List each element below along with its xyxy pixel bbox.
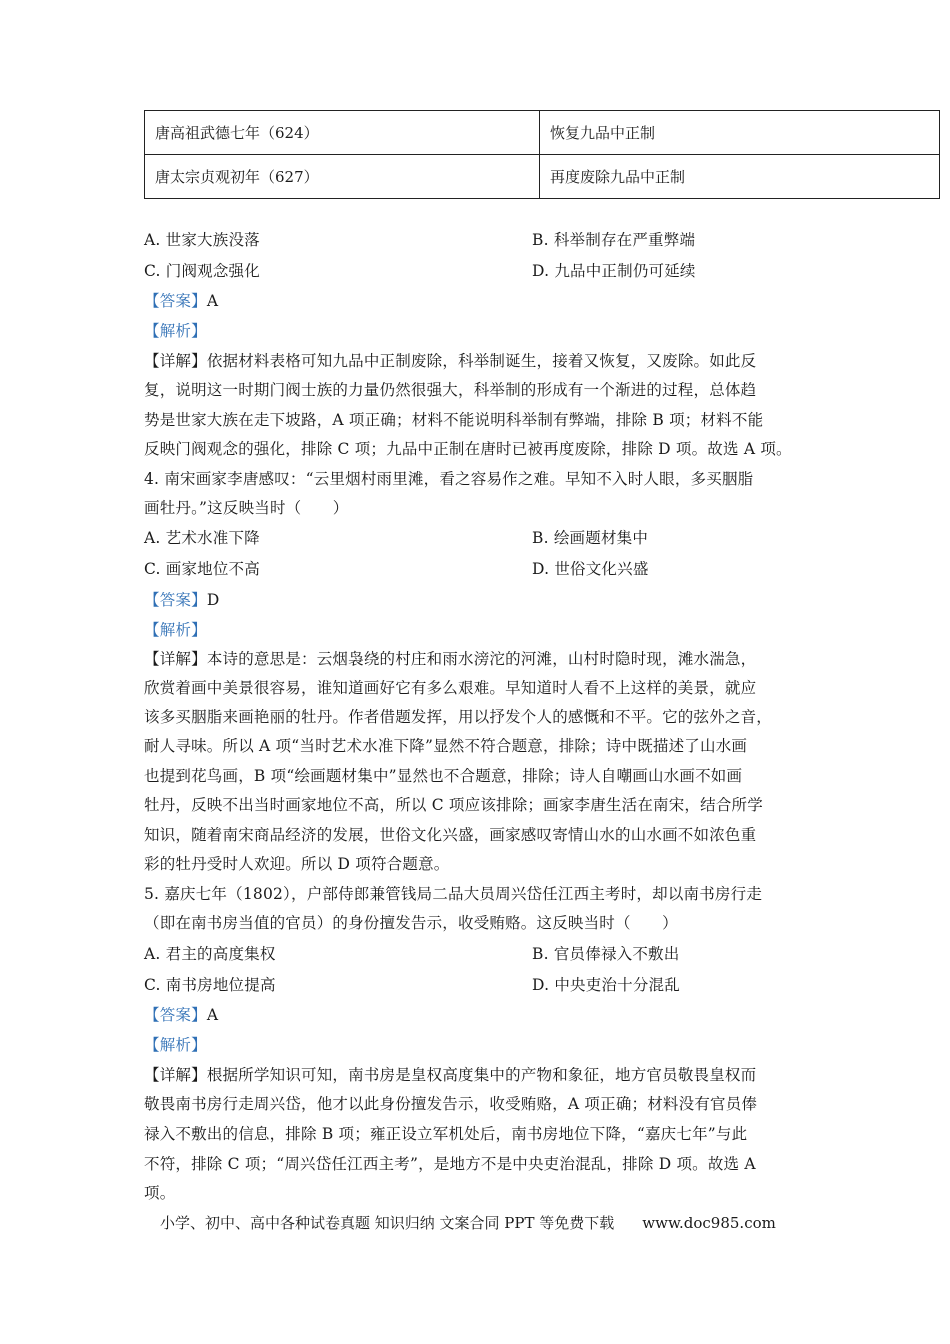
detail-line: 项。 — [144, 1184, 176, 1202]
analysis-tag: 【解析】 — [144, 1036, 207, 1054]
answer-tag: 【答案】 — [144, 292, 207, 310]
table-cell: 唐太宗贞观初年（627） — [145, 155, 540, 199]
detail-tag: 【详解】 — [144, 1066, 207, 1084]
detail-line: 知识，随着南宋商品经济的发展，世俗文化兴盛，画家感叹寄情山水的山水画不如浓色重 — [144, 826, 757, 844]
answer-line — [144, 291, 218, 311]
option-c: C. 画家地位不高 — [144, 560, 260, 578]
answer-line — [144, 590, 219, 610]
answer-value: A — [206, 292, 219, 310]
analysis-tag: 【解析】 — [144, 621, 207, 639]
answer-tag: 【答案】 — [144, 1006, 207, 1024]
answer-value: D — [206, 591, 220, 609]
detail-line: 彩的牡丹受时人欢迎。所以 D 项符合题意。 — [144, 855, 450, 873]
detail-line: 禄入不敷出的信息，排除 B 项；雍正设立军机处后，南书房地位下降，“嘉庆七年”与此 — [144, 1125, 748, 1143]
footer-text: 小学、初中、高中各种试卷真题 知识归纳 文案合同 PPT 等免费下载 — [160, 1214, 615, 1232]
option-d: D. 中央吏治十分混乱 — [532, 976, 680, 994]
answer-tag: 【答案】 — [144, 591, 207, 609]
option-b: B. 科举制存在严重弊端 — [532, 231, 696, 249]
table-cell: 再度废除九品中正制 — [540, 155, 940, 199]
detail-line: 该多买胭脂来画艳丽的牡丹。作者借题发挥，用以抒发个人的感慨和不平。它的弦外之音， — [144, 708, 773, 726]
option-a: A. 世家大族没落 — [144, 231, 260, 249]
option-a: A. 艺术水准下降 — [144, 529, 260, 547]
detail-line: 也提到花鸟画，B 项“绘画题材集中”显然也不合题意，排除；诗人自嘲画山水画不如画 — [144, 767, 743, 785]
option-d: D. 世俗文化兴盛 — [532, 560, 649, 578]
option-b: B. 官员俸禄入不敷出 — [532, 945, 680, 963]
question-stem: 5. 嘉庆七年（1802），户部侍郎兼管钱局二品大员周兴岱任江西主考时，却以南书房行走 — [144, 885, 763, 903]
question-stem: 画牡丹。”这反映当时（ ） — [144, 499, 349, 517]
table-row — [145, 111, 940, 155]
page-footer — [160, 1213, 776, 1233]
option-a: A. 君主的高度集权 — [144, 945, 276, 963]
detail-line: 【详解】本诗的意思是：云烟袅绕的村庄和雨水滂沱的河滩，山村时隐时现，滩水湍急， — [144, 650, 757, 668]
detail-line: 耐人寻味。所以 A 项“当时艺术水准下降”显然不符合题意，排除；诗中既描述了山水画 — [144, 737, 748, 755]
option-d: D. 九品中正制仍可延续 — [532, 262, 696, 280]
detail-line: 【详解】根据所学知识可知，南书房是皇权高度集中的产物和象征，地方官员敬畏皇权而 — [144, 1066, 757, 1084]
detail-tag: 【详解】 — [144, 650, 207, 668]
table-cell: 恢复九品中正制 — [540, 111, 940, 155]
option-c: C. 南书房地位提高 — [144, 976, 276, 994]
detail-line: 不符，排除 C 项；“周兴岱任江西主考”，是地方不是中央吏治混乱，排除 D 项。故选 A — [144, 1155, 756, 1173]
answer-value: A — [206, 1006, 219, 1024]
material-table — [144, 110, 940, 199]
detail-line: 复，说明这一时期门阀士族的力量仍然很强大，科举制的形成有一个渐进的过程，总体趋 — [144, 381, 757, 399]
answer-line — [144, 1005, 218, 1025]
footer-url[interactable]: www.doc985.com — [642, 1214, 776, 1232]
analysis-tag: 【解析】 — [144, 322, 207, 340]
option-b: B. 绘画题材集中 — [532, 529, 649, 547]
detail-line: 反映门阀观念的强化，排除 C 项；九品中正制在唐时已被再度废除，排除 D 项。故选 A 项。 — [144, 440, 792, 458]
table-cell: 唐高祖武德七年（624） — [145, 111, 540, 155]
detail-line: 势是世家大族在走下坡路，A 项正确；材料不能说明科举制有弊端，排除 B 项；材料不能 — [144, 411, 764, 429]
option-c: C. 门阀观念强化 — [144, 262, 260, 280]
detail-tag: 【详解】 — [144, 352, 207, 370]
question-stem: （即在南书房当值的官员）的身份擅发告示，收受贿赂。这反映当时（ ） — [144, 914, 678, 932]
detail-line: 敬畏南书房行走周兴岱，他才以此身份擅发告示，收受贿赂，A 项正确；材料没有官员俸 — [144, 1095, 758, 1113]
detail-line: 牡丹，反映不出当时画家地位不高，所以 C 项应该排除；画家李唐生活在南宋，结合所学 — [144, 796, 763, 814]
detail-line: 【详解】依据材料表格可知九品中正制废除，科举制诞生，接着又恢复，又废除。如此反 — [144, 352, 757, 370]
detail-line: 欣赏着画中美景很容易，谁知道画好它有多么艰难。早知道时人看不上这样的美景，就应 — [144, 679, 757, 697]
question-stem: 4. 南宋画家李唐感叹：“云里烟村雨里滩，看之容易作之难。早知不入时人眼，多买胭脂 — [144, 470, 754, 488]
table-row — [145, 155, 940, 199]
